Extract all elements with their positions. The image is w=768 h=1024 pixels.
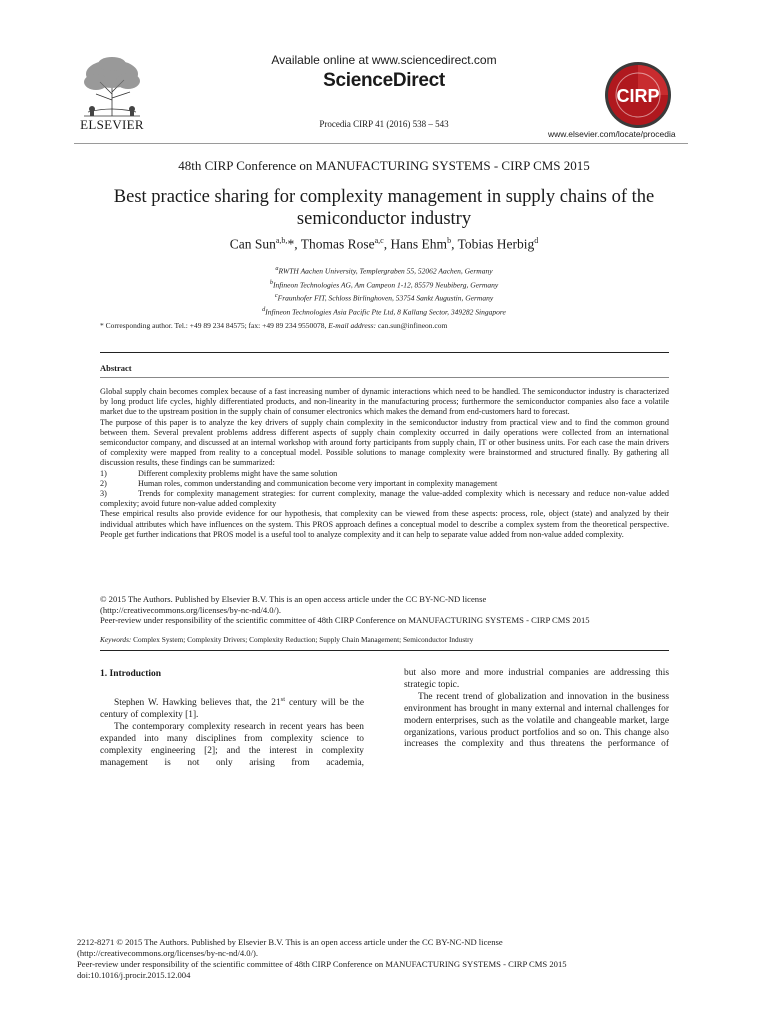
- finding-number: 2): [100, 478, 107, 488]
- corresponding-contact: * Corresponding author. Tel.: +49 89 234 84575; fax: +49 89 234 9550078,: [100, 321, 329, 330]
- finding-item: [100, 489, 669, 509]
- journal-reference: Procedia CIRP 41 (2016) 538 – 543: [319, 119, 449, 129]
- paper-title: Best practice sharing for complexity management in supply chains of the semiconductor industry: [113, 187, 655, 229]
- affiliation-text: Infineon Technologies AG, Am Campeon 1-12, 85579 Neubiberg, Germany: [272, 280, 499, 289]
- body-text: century will be the century of complexity [1].: [100, 698, 365, 721]
- left-column: [100, 694, 364, 770]
- copyright-line: © 2015 The Authors. Published by Elsevier B.V. This is an open access article under the CC BY-NC-ND license: [100, 594, 487, 604]
- author-affiliation-mark: a,c: [374, 236, 384, 245]
- finding-item: [100, 469, 669, 479]
- affiliation-mark: c: [274, 292, 278, 299]
- affiliation-text: Infineon Technologies Asia Pacific Pte Ltd, 8 Kallang Sector, 349282 Singapore: [265, 307, 506, 316]
- elsevier-wordmark: ELSEVIER: [80, 117, 144, 132]
- corresponding-author-note: [100, 321, 447, 330]
- doi[interactable]: doi:10.1016/j.procir.2015.12.004: [77, 969, 191, 980]
- ordinal-superscript: st: [280, 696, 286, 703]
- affiliation-line: [0, 304, 768, 318]
- keywords-text: Complex System; Complexity Drivers; Complexity Reduction; Supply Chain Management; Semiconductor Industry: [131, 635, 474, 644]
- right-column: [404, 668, 669, 751]
- author-separator: ,: [383, 236, 391, 252]
- email-address[interactable]: can.sun@infineon.com: [376, 321, 448, 330]
- site-url[interactable]: www.elsevier.com/locate/procedia: [548, 129, 676, 139]
- affiliation-mark: b: [269, 278, 273, 286]
- available-online-line: Available online at www.sciencedirect.com: [271, 53, 497, 67]
- body-text: Stephen W. Hawking believes that, the 21: [114, 698, 281, 709]
- cirp-logo-text: CIRP: [616, 86, 660, 106]
- author-name: Thomas Rose: [300, 236, 375, 252]
- body-paragraph: [100, 694, 364, 722]
- affiliation-line: [0, 263, 768, 277]
- abstract-paragraph: The purpose of this paper is to analyze the key drivers of supply chain complexity in the semiconductor industry from practical view and to find the common ground between them. Several prevalent problems address different aspects of supply chain complexity occurred in daily operations were collected from an international semiconductor company, and discussed at an internal workshop with around forty participants from supply chain, IT or other business units. For each case the main drivers of complexity were mapped from reality to a conceptual model. Possible solutions to manage complexity were brainstormed and structured finally. By gathering all discussion results, these findings can be summarized:: [100, 417, 669, 468]
- cirp-logo: [604, 61, 672, 129]
- corresponding-star: *: [287, 236, 295, 252]
- finding-item: [100, 479, 669, 489]
- sciencedirect-wordmark: ScienceDirect: [323, 70, 445, 91]
- abstract-bottom-rule: [100, 650, 669, 651]
- affiliation-text: Fraunhofer FIT, Schloss Birlinghoven, 53754 Sankt Augustin, Germany: [277, 293, 494, 303]
- finding-text: Different complexity problems might have the same solution: [138, 468, 338, 478]
- body-paragraph: The contemporary complexity research in recent years has been expanded into many disciplines from complexity science to complexity engineering [2]; and the interest in complexity management is not only arising from academia,: [100, 721, 364, 768]
- affiliation-line: [0, 277, 768, 291]
- affiliation-mark: d: [262, 305, 266, 313]
- abstract-paragraph: Global supply chain becomes complex because of a fast increasing number of dynamic interactions which need to be handled. The semiconductor industry is characterized by long product life cycles, highly differentiated products, and non-linearity in the manufacturing process; furthermore the semiconductor companies also face a volatile market due to the upstream position in the supply chain of consumer electronics which makes the demand from end-customers hard to forecast.: [100, 387, 669, 417]
- finding-number: 1): [100, 468, 107, 478]
- author-affiliation-mark: b: [447, 236, 452, 245]
- affiliation-mark: a: [275, 265, 279, 272]
- affiliation-line: [0, 290, 768, 304]
- footer-peer-review: Peer-review under responsibility of the scientific committee of 48th CIRP Conference on MANUFACTURING SYSTEMS - CIRP CMS 2015: [77, 958, 567, 969]
- author-name: Hans Ehm: [390, 236, 448, 252]
- affiliation-list: [0, 263, 768, 317]
- abstract-body: [100, 387, 669, 540]
- keywords-line: [100, 635, 669, 644]
- abstract-heading: Abstract: [100, 363, 132, 373]
- author-separator: ,: [451, 236, 458, 252]
- author-separator: ,: [294, 236, 301, 252]
- page-footer: [77, 937, 697, 981]
- peer-review-line: Peer-review under responsibility of the scientific committee of 48th CIRP Conference on MANUFACTURING SYSTEMS - CIRP CMS 2015: [100, 615, 590, 625]
- author-name: Tobias Herbig: [457, 236, 535, 252]
- body-paragraph: The recent trend of globalization and innovation in the business environment has brought in many external and internal challenges for modern enterprises, such as the volatile and changeable market, large organizations, various product portfolios and so on. This change also increases the complexity and thus threatens the performance of: [404, 691, 669, 750]
- abstract-paragraph: These empirical results also provide evidence for our hypothesis, that complexity can be viewed from these aspects: process, role, object (state) and analyzed by their individual attributes which have influences on the system. This PROS approach defines a conceptual model to describe a complex system from the theoretical perspective. People get further indications that PROS model is a useful tool to analyze complexity and it can help to separate value added from non-value added complexity.: [100, 509, 669, 539]
- finding-text: Human roles, common understanding and communication become very important in complexity management: [138, 478, 498, 488]
- author-affiliation-mark: d: [534, 236, 539, 245]
- copyright-notice: [100, 594, 669, 626]
- footer-license-link[interactable]: (http://creativecommons.org/licenses/by-nc-nd/4.0/).: [77, 947, 258, 958]
- keywords-label: Keywords:: [100, 635, 132, 644]
- finding-text: Trends for complexity management strategies: for current complexity, manage the value-added complexity which is necessary and reduce non-value added complexity; avoid future non-value added complexity: [100, 489, 669, 509]
- email-label: E-mail address:: [328, 321, 377, 330]
- footer-copyright: 2212-8271 © 2015 The Authors. Published by Elsevier B.V. This is an open access article under the CC BY-NC-ND license: [77, 937, 503, 947]
- header-divider: [74, 143, 688, 144]
- license-link[interactable]: (http://creativecommons.org/licenses/by-nc-nd/4.0/).: [100, 604, 281, 615]
- section-heading: 1. Introduction: [100, 669, 162, 679]
- body-paragraph: but also more and more industrial companies are addressing this strategic topic.: [404, 668, 669, 690]
- author-list: [0, 236, 768, 253]
- affiliation-text: RWTH Aachen University, Templergraben 55, 52062 Aachen, Germany: [278, 266, 493, 276]
- author-name: Can Sun: [229, 236, 276, 252]
- finding-number: 3): [100, 489, 107, 499]
- abstract-top-rule: [100, 352, 669, 353]
- author-affiliation-mark: a,b,: [275, 236, 288, 245]
- conference-name: 48th CIRP Conference on MANUFACTURING SYSTEMS - CIRP CMS 2015: [178, 158, 590, 173]
- abstract-heading-rule: [100, 377, 669, 378]
